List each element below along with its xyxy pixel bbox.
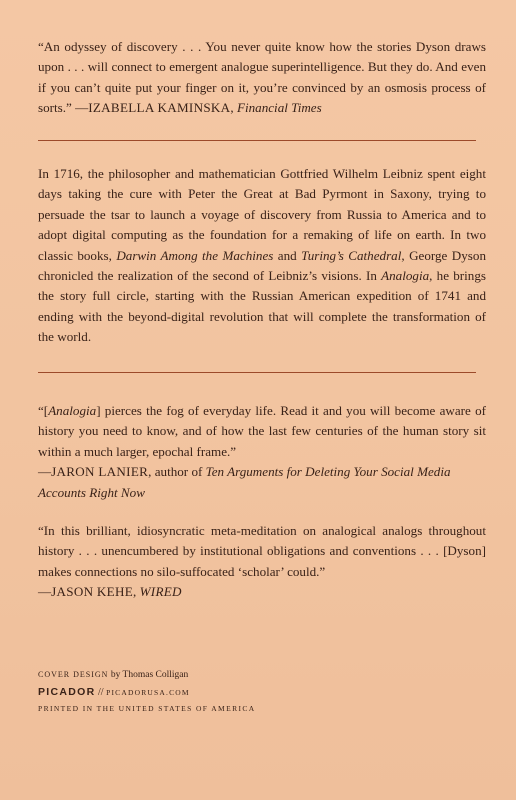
printed-in-line: PRINTED IN THE UNITED STATES OF AMERICA: [38, 704, 256, 713]
quote-text: ] pierces the fog of everyday life. Read it and you will become aware of history you need to know, and of how the last few centuries of the human story sit within a much larger, epochal frame.”: [38, 403, 486, 459]
divider-rule: [38, 140, 476, 141]
review-quote-lanier: [38, 401, 486, 503]
quote-separator: ,: [133, 584, 140, 600]
quote-attribution: [38, 462, 486, 503]
desc-part-3: , he brings the story full circle, starting with the Russian American expedition of 1741 and ending with the beyond-digital revolution that will complete the transformation of the world.: [38, 268, 486, 345]
cover-designer: by Thomas Colligan: [108, 670, 189, 680]
quote-source: WIRED: [139, 584, 182, 600]
review-quote-ft: [38, 37, 486, 119]
quote-source: Financial Times: [236, 100, 322, 116]
quote-dash: —: [38, 464, 52, 480]
publisher-name: PICADOR: [38, 686, 96, 698]
book-title-turing: Turing’s Cathedral: [301, 247, 402, 263]
quote-byline: , author of: [148, 464, 206, 480]
quote-author-book: Ten Arguments for Deleting Your Social Media Accounts Right Now: [38, 464, 451, 500]
quote-text: “In this brilliant, idiosyncratic meta-meditation on analogical analogs throughout history . . . unencumbered by institutional obligations and conventions . . . [Dyson] makes connections no silo-suffocated ‘scholar’ could.”: [38, 523, 486, 579]
cover-design-label: COVER DESIGN: [38, 670, 109, 679]
quote-attribution: [38, 582, 486, 602]
quote-body: [38, 521, 486, 582]
quote-dash: —: [38, 584, 52, 600]
quote-author: JASON KEHE: [51, 584, 134, 600]
quote-body: [38, 401, 486, 462]
book-description: [38, 164, 486, 348]
quote-open: “[: [38, 403, 49, 418]
publisher-line: [38, 685, 256, 700]
quote-separator: ,: [230, 100, 237, 116]
desc-part-1: In 1716, the philosopher and mathematician Gottfried Wilhelm Leibniz spent eight days taking the cure with Peter the Great at Bad Pyrmont in Saxony, trying to persuade the tsar to launch a voyage of discovery from Russia to America and to adopt digital computing as the foundation for a remaking of life on earth. In two classic books,: [38, 166, 486, 263]
quote-author: IZABELLA KAMINSKA: [88, 100, 231, 116]
book-title-darwin: Darwin Among the Machines: [116, 247, 274, 263]
review-quote-wired: [38, 521, 486, 603]
publisher-credits: [38, 668, 256, 716]
cover-design-credit: [38, 668, 256, 682]
quote-author: JARON LANIER: [51, 464, 149, 480]
publisher-url: PICADORUSA.COM: [106, 688, 190, 697]
desc-part-2: , George Dyson chronicled the realization of the second of Leibniz’s visions. In: [38, 247, 486, 284]
quote-book-title: Analogia: [48, 403, 97, 418]
quote-text: “An odyssey of discovery . . . You never quite know how the stories Dyson draws upon . . . will connect to emergent analogue superintelligence. But they do. And even if you can’t quite put your finger on it, you’re convinced by an osmosis process of sorts.” —: [38, 39, 486, 116]
divider-rule: [38, 372, 476, 373]
publisher-slashes: //: [95, 687, 107, 698]
book-title-analogia: Analogia: [381, 268, 430, 284]
desc-and: and: [273, 247, 302, 263]
